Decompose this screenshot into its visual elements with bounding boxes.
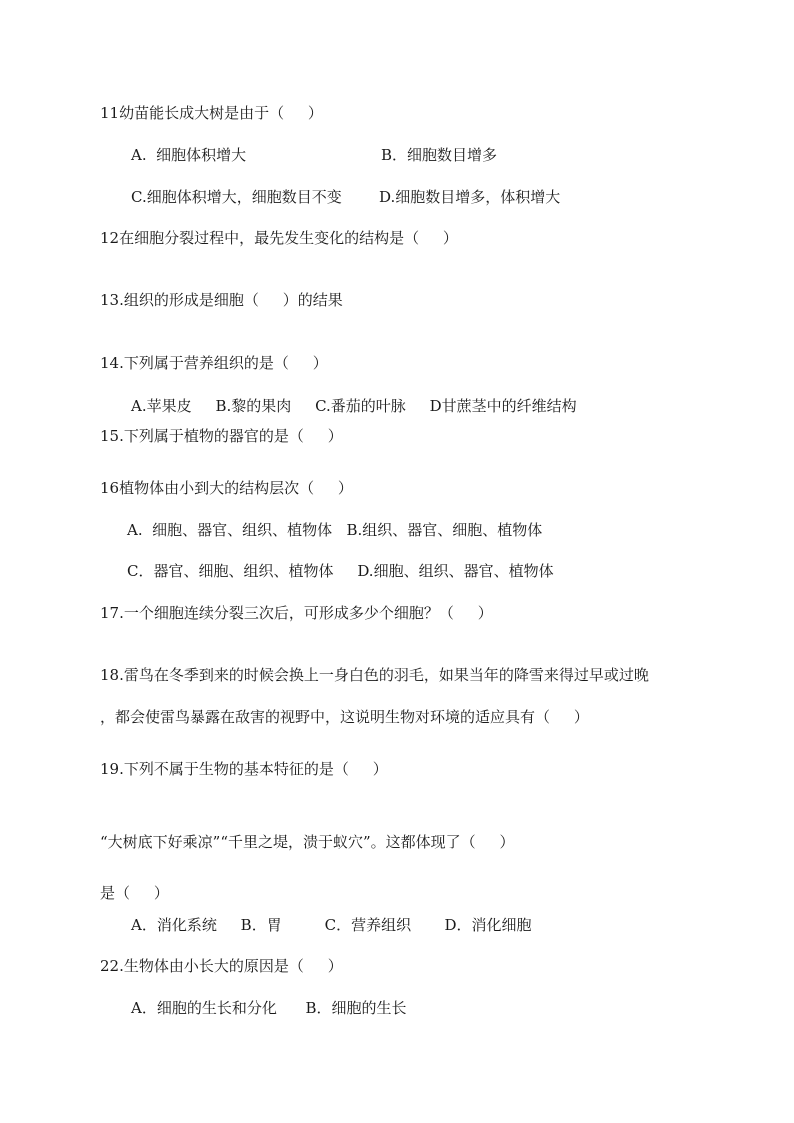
q21-options: A．消化系统 B．胃 C．营养组织 D．消化细胞 <box>131 916 532 934</box>
q22-options: A．细胞的生长和分化 B．细胞的生长 <box>131 999 407 1017</box>
q11-option-d: D.细胞数目增多，体积增大 <box>379 188 561 206</box>
question-18-line-2: ，都会使雷鸟暴露在敌害的视野中，这说明生物对环境的适应具有（ ） <box>100 708 589 726</box>
question-22: 22.生物体由小长大的原因是（ ） <box>100 957 343 975</box>
q16-options-cd: C．器官、细胞、组织、植物体 D.细胞、组织、器官、植物体 <box>127 562 554 580</box>
q11-option-a: A. 细胞体积增大 <box>131 146 247 164</box>
question-20: “大树底下好乘凉”“千里之堤，溃于蚁穴”。这都体现了（ ） <box>100 833 515 851</box>
q16-options-ab: A. 细胞、器官、组织、植物体 B.组织、器官、细胞、植物体 <box>127 521 543 539</box>
question-11: 11幼苗能长成大树是由于（ ） <box>100 104 323 122</box>
question-18-line-1: 18.雷鸟在冬季到来的时候会换上一身白色的羽毛，如果当年的降雪来得过早或过晚 <box>100 666 649 684</box>
question-17: 17.一个细胞连续分裂三次后，可形成多少个细胞？（ ） <box>100 604 493 622</box>
q14-options: A.苹果皮 B.黎的果肉 C.番茄的叶脉 D甘蔗茎中的纤维结构 <box>131 397 577 415</box>
question-15: 15.下列属于植物的器官的是（ ） <box>100 427 343 445</box>
question-16: 16植物体由小到大的结构层次（ ） <box>100 479 353 497</box>
question-21-fragment: 是（ ） <box>100 884 169 902</box>
question-19: 19.下列不属于生物的基本特征的是（ ） <box>100 760 388 778</box>
q11-option-b: B．细胞数目增多 <box>381 146 498 164</box>
question-13: 13.组织的形成是细胞（ ）的结果 <box>100 291 343 309</box>
question-14: 14.下列属于营养组织的是（ ） <box>100 354 328 372</box>
question-12: 12在细胞分裂过程中，最先发生变化的结构是（ ） <box>100 229 458 247</box>
q11-option-c: C.细胞体积增大，细胞数目不变 <box>131 188 342 206</box>
